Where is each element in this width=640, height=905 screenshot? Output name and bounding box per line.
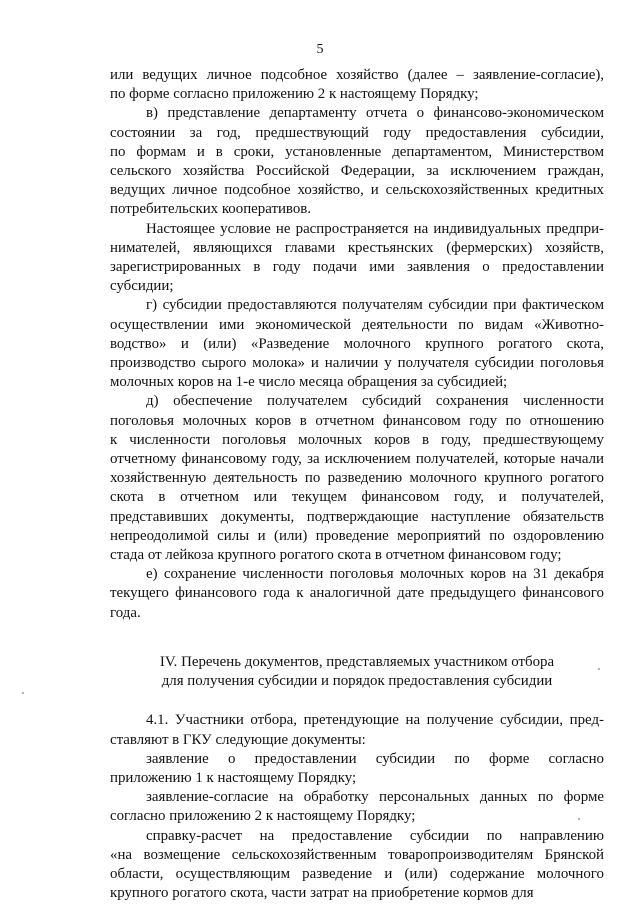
- text-line: производство сырого молока» и наличии у получателя субсидии поголовья: [110, 355, 604, 372]
- text-line: водство» и (или) «Разведение молочного крупного рогатого скота,: [110, 335, 604, 352]
- text-line: е) сохранение численности поголовья молочных коров на 31 декабря: [146, 566, 604, 583]
- text-line: состоянии за год, предшествующий году предоставления субсидии,: [110, 124, 604, 141]
- text-line: справку-расчет на предоставление субсидии по направлению: [146, 827, 604, 844]
- paragraph: [110, 296, 604, 392]
- paragraph: [110, 827, 604, 904]
- text-line: сельского хозяйства Российской Федерации, за исключением граждан,: [110, 163, 604, 180]
- text-line: хозяйственную деятельность по разведению молочного крупного рогатого: [110, 470, 604, 487]
- text-line: скота в отчетном или текущем финансовом году, и получателей,: [110, 489, 604, 506]
- paragraph: [110, 565, 604, 623]
- scan-speck: [598, 668, 600, 670]
- text-line: крупного рогатого скота, части затрат на приобретение кормов для: [110, 885, 534, 902]
- heading-line: IV. Перечень документов, представляемых участником отбора: [159, 653, 555, 670]
- text-line: ставляют в ГКУ следующие документы:: [110, 731, 366, 748]
- page-number: 5: [316, 42, 324, 57]
- text-line: субсидии;: [110, 278, 174, 295]
- section-heading: [110, 653, 604, 691]
- text-line: к численности поголовья молочных коров в году, предшествующему: [110, 431, 604, 448]
- text-line: 4.1. Участники отбора, претендующие на получение субсидии, пред-: [146, 712, 604, 729]
- text-line: г) субсидии предоставляются получателям субсидии при фактическом: [146, 297, 604, 314]
- document-body: [110, 66, 604, 903]
- paragraphs-before-heading: [110, 66, 604, 623]
- heading-line: для получения субсидии и порядок предоставления субсидии: [161, 673, 553, 690]
- paragraph: [110, 711, 604, 749]
- text-line: ведущих личное подсобное хозяйство, и сельскохозяйственных кредитных: [110, 182, 604, 199]
- text-line: поголовья молочных коров в отчетном финансовом году по отношению: [110, 412, 604, 429]
- paragraph: [110, 750, 604, 788]
- text-line: согласно приложению 2 к настоящему Порядку;: [110, 808, 416, 825]
- text-line: заявление-согласие на обработку персональных данных по форме: [146, 789, 604, 806]
- text-line: Настоящее условие не распространяется на индивидуальных предпри-: [146, 220, 604, 237]
- text-line: отчетному финансовому году, за исключением получателей, которые начали: [110, 451, 604, 468]
- text-line: года.: [110, 604, 141, 621]
- text-line: непреодолимой силы и (или) проведение мероприятий по оздоровлению: [110, 527, 604, 544]
- text-line: д) обеспечение получателем субсидий сохранения численности: [146, 393, 604, 410]
- scan-speck: [578, 818, 580, 820]
- text-line: потребительских кооперативов.: [110, 201, 312, 218]
- text-line: молочных коров на 1-е число месяца обращения за субсидией;: [110, 374, 508, 391]
- paragraph: [110, 392, 604, 565]
- paragraph: [110, 220, 604, 297]
- text-line: осуществлении ими экономической деятельности по видам «Животно-: [110, 316, 604, 333]
- text-line: по форме согласно приложению 2 к настоящему Порядку;: [110, 86, 479, 103]
- text-line: области, осуществляющим разведение и (или) содержание молочного: [110, 865, 604, 882]
- paragraph: [110, 788, 604, 826]
- scan-speck: [22, 692, 24, 694]
- text-line: текущего финансового года к аналогичной дате предыдущего финансового: [110, 585, 604, 602]
- paragraph: [110, 104, 604, 219]
- paragraphs-after-heading: [110, 711, 604, 903]
- text-line: заявление о предоставлении субсидии по форме согласно: [146, 750, 604, 767]
- text-line: приложению 1 к настоящему Порядку;: [110, 769, 357, 786]
- paragraph: [110, 66, 604, 104]
- text-line: зарегистрированных в году подачи ими заявления о предоставлении: [110, 259, 604, 276]
- text-line: «на возмещение сельскохозяйственным товаропроизводителям Брянской: [110, 846, 604, 863]
- text-line: стада от лейкоза крупного рогатого скота в отчетном финансовом году;: [110, 547, 562, 564]
- text-line: представивших документы, подтверждающие наступление обязательств: [110, 508, 604, 525]
- text-line: в) представление департаменту отчета о финансово-экономическом: [146, 105, 604, 122]
- text-line: по формам и в сроки, установленные департаментом, Министерством: [110, 143, 604, 160]
- text-line: или ведущих личное подсобное хозяйство (далее – заявление-согласие),: [110, 67, 604, 83]
- text-line: нимателей, являющихся главами крестьянских (фермерских) хозяйств,: [110, 239, 604, 256]
